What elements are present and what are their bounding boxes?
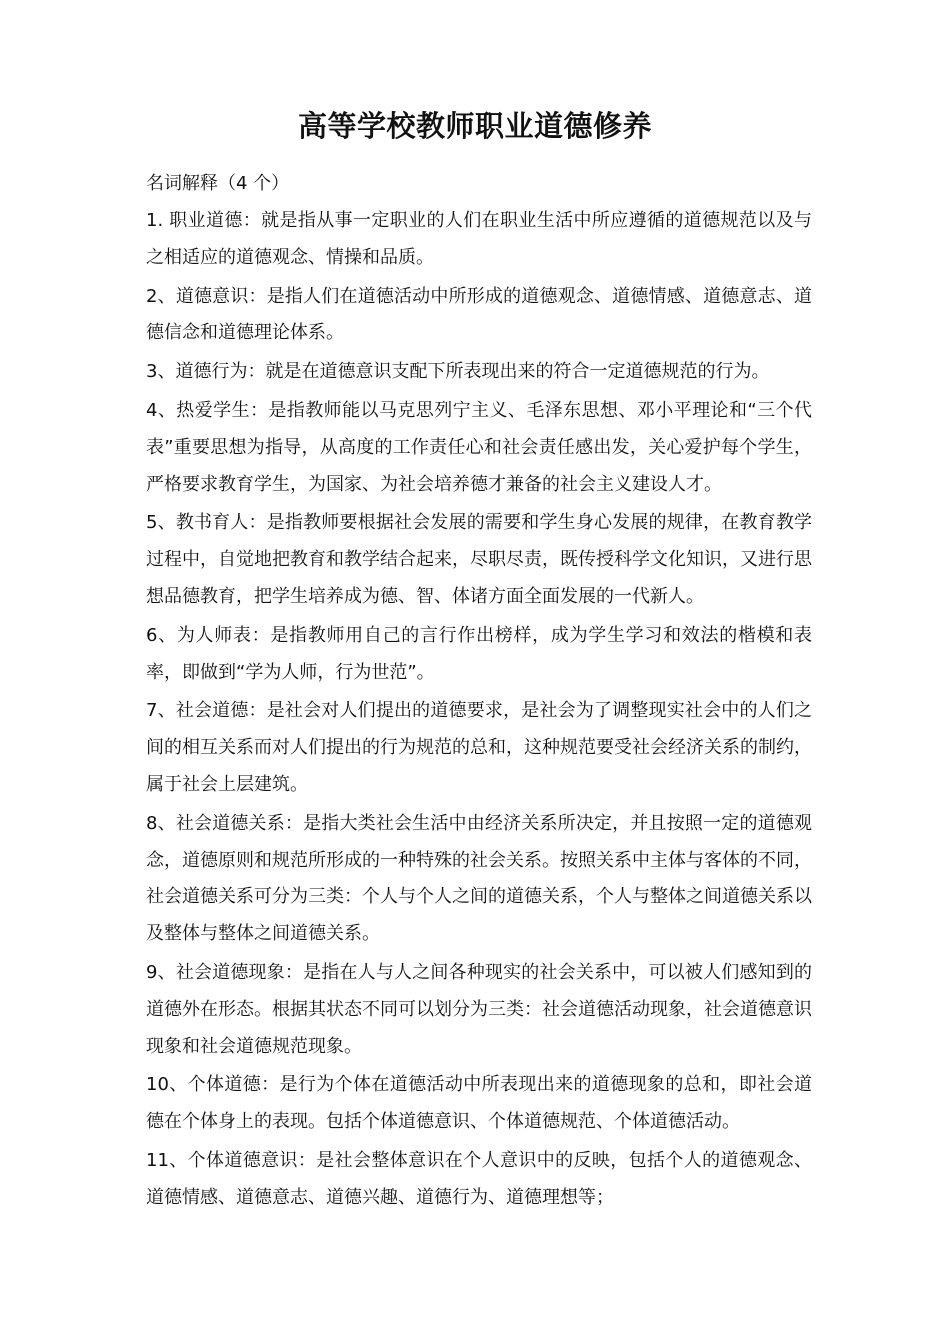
entry-5: 5、教书育人：是指教师要根据社会发展的需要和学生身心发展的规律，在教育教学过程中，自觉地把教育和教学结合起来，尽职尽责，既传授科学文化知识，又进行思想品德教育，把学生培养成为德、智、体诸方面全面发展的一代新人。 bbox=[146, 512, 812, 607]
entry-9: 9、社会道德现象：是指在人与人之间各种现实的社会关系中，可以被人们感知到的道德外在形态。根据其状态不同可以划分为三类：社会道德活动现象，社会道德意识现象和社会道德规范现象。 bbox=[146, 961, 812, 1057]
entry-3: 3、道德行为：就是在道德意识支配下所表现出来的符合一定道德规范的行为。 bbox=[146, 361, 770, 383]
entry-10: 10、个体道德：是行为个体在道德活动中所表现出来的道德现象的总和，即社会道德在个体身上的表现。包括个体道德意识、个体道德规范、个体道德活动。 bbox=[146, 1074, 812, 1133]
entry-7: 7、社会道德：是社会对人们提出的道德要求，是社会为了调整现实社会中的人们之间的相互关系而对人们提出的行为规范的总和，这种规范要受社会经济关系的制约，属于社会上层建筑。 bbox=[146, 700, 812, 795]
entry-4: 4、热爱学生：是指教师能以马克思列宁主义、毛泽东思想、邓小平理论和“三个代表”重要思想为指导，从高度的工作责任心和社会责任感出发，关心爱护每个学生，严格要求教育学生，为国家、为社会培养德才兼备的社会主义建设人才。 bbox=[146, 399, 812, 495]
document-title: 高等学校教师职业道德修养 bbox=[297, 109, 652, 143]
entry-11: 11、个体道德意识：是社会整体意识在个人意识中的反映，包括个人的道德观念、道德情感、道德意志、道德兴趣、道德行为、道德理想等； bbox=[146, 1149, 812, 1208]
entry-8: 8、社会道德关系：是指大类社会生活中由经济关系所决定，并且按照一定的道德观念，道德原则和规范所形成的一种特殊的社会关系。按照关系中主体与客体的不同，社会道德关系可分为三类：个人与个人之间的道德关系，个人与整体之间道德关系以及整体与整体之间道德关系。 bbox=[146, 812, 812, 945]
entry-2: 2、道德意识：是指人们在道德活动中所形成的道德观念、道德情感、道德意志、道德信念和道德理论体系。 bbox=[146, 285, 812, 344]
section-heading: 名词解释（4 个） bbox=[146, 173, 290, 194]
entry-1: 1. 职业道德：就是指从事一定职业的人们在职业生活中所应遵循的道德规范以及与之相适应的道德观念、情操和品质。 bbox=[146, 210, 812, 268]
document-body bbox=[146, 167, 812, 1219]
entry-6: 6、为人师表：是指教师用自己的言行作出榜样，成为学生学习和效法的楷模和表率，即做到“学为人师，行为世范”。 bbox=[146, 624, 812, 683]
